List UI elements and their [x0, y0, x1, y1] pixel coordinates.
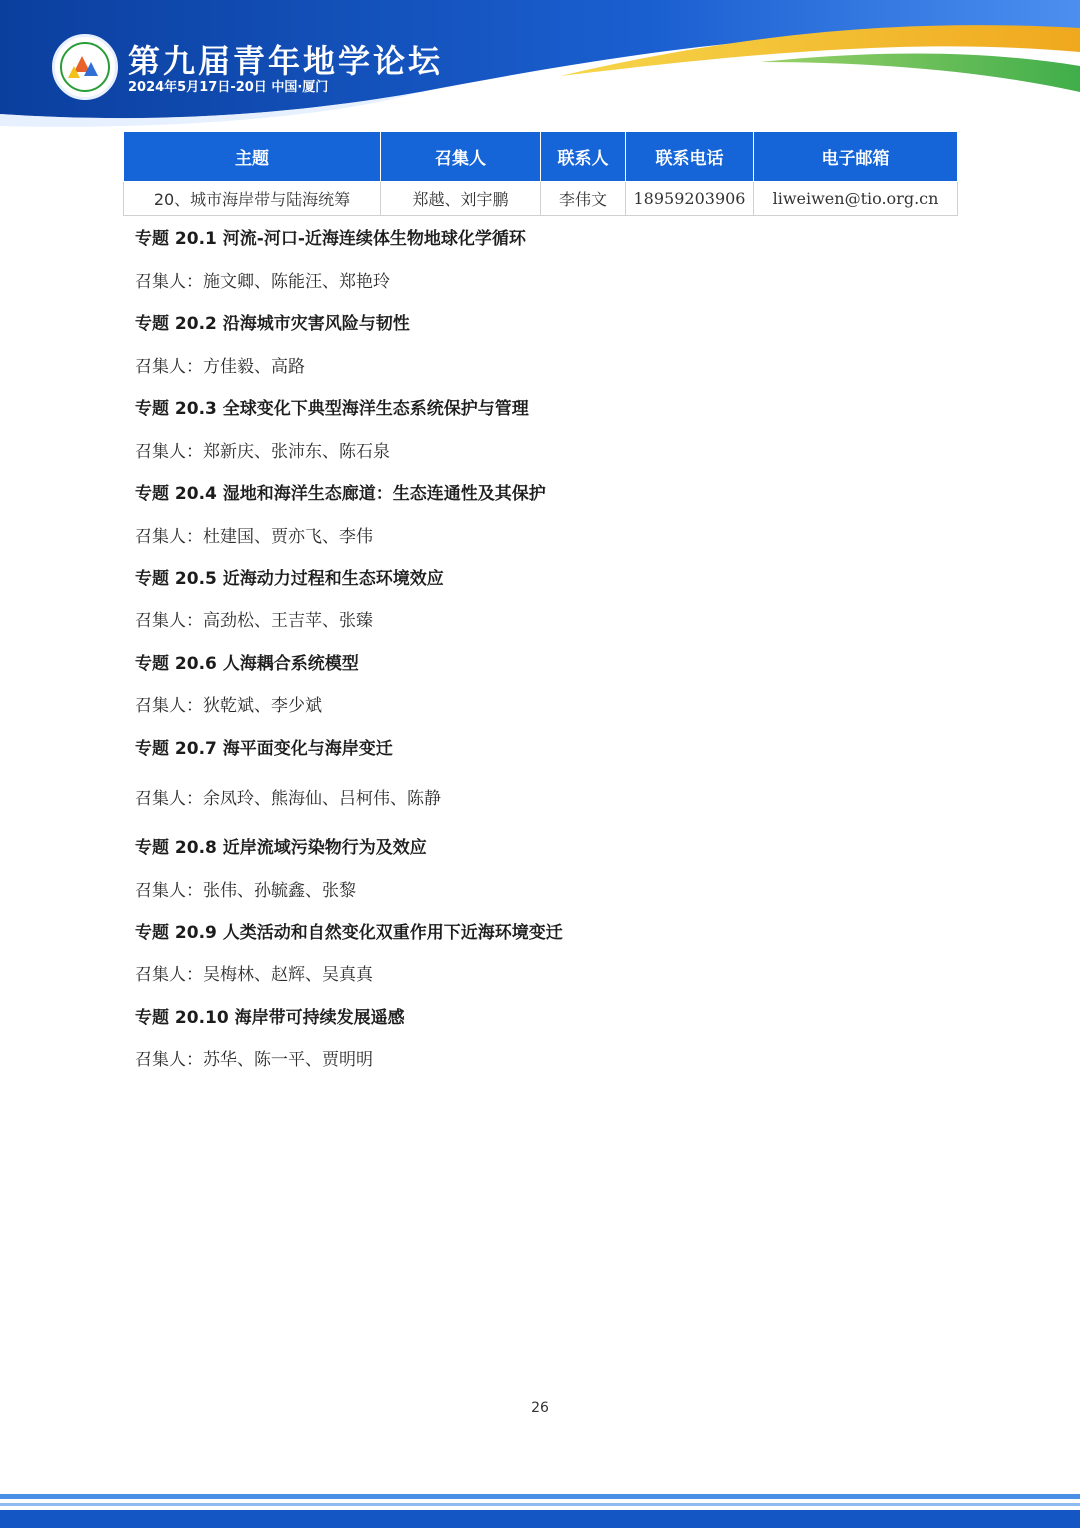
table-row [124, 182, 958, 216]
cell-contact: 李伟文 [541, 182, 626, 216]
topic-conveners: 召集人：方佳毅、高路 [135, 357, 305, 377]
contact-table [123, 131, 958, 216]
logo-emblem-icon [60, 42, 110, 92]
topic-title: 专题 20.6 人海耦合系统模型 [135, 654, 359, 674]
cell-topic: 20、城市海岸带与陆海统筹 [124, 182, 381, 216]
forum-title: 第九届青年地学论坛 [128, 42, 444, 80]
table-header-row [124, 132, 958, 182]
header-banner [0, 0, 1080, 130]
topic-title: 专题 20.4 湿地和海洋生态廊道：生态连通性及其保护 [135, 484, 546, 504]
topic-conveners: 召集人：苏华、陈一平、贾明明 [135, 1050, 373, 1070]
topic-conveners: 召集人：杜建国、贾亦飞、李伟 [135, 527, 373, 547]
topic-conveners: 召集人：余凤玲、熊海仙、吕柯伟、陈静 [135, 789, 441, 809]
footer-stripes [0, 1490, 1080, 1528]
topic-title: 专题 20.9 人类活动和自然变化双重作用下近海环境变迁 [135, 923, 563, 943]
topic-conveners: 召集人：施文卿、陈能汪、郑艳玲 [135, 272, 390, 292]
topic-conveners: 召集人：吴梅林、赵辉、吴真真 [135, 965, 373, 985]
topic-title: 专题 20.10 海岸带可持续发展遥感 [135, 1008, 405, 1028]
header-conveners: 召集人 [381, 132, 541, 182]
cell-email[interactable]: liweiwen@tio.org.cn [754, 182, 958, 216]
topic-title: 专题 20.1 河流-河口-近海连续体生物地球化学循环 [135, 229, 526, 249]
header-phone: 联系电话 [626, 132, 754, 182]
forum-logo [52, 34, 118, 100]
header-email: 电子邮箱 [754, 132, 958, 182]
topic-conveners: 召集人：狄乾斌、李少斌 [135, 696, 322, 716]
page-number: 26 [531, 1400, 549, 1416]
topic-title: 专题 20.7 海平面变化与海岸变迁 [135, 739, 393, 759]
topic-conveners: 召集人：张伟、孙毓鑫、张黎 [135, 881, 356, 901]
forum-date-location: 2024年5月17日-20日 中国·厦门 [128, 80, 329, 95]
header-topic: 主题 [124, 132, 381, 182]
header-contact: 联系人 [541, 132, 626, 182]
topic-conveners: 召集人：郑新庆、张沛东、陈石泉 [135, 442, 390, 462]
topic-conveners: 召集人：高劲松、王吉苹、张臻 [135, 611, 373, 631]
cell-phone: 18959203906 [626, 182, 754, 216]
topic-title: 专题 20.8 近岸流域污染物行为及效应 [135, 838, 427, 858]
topic-title: 专题 20.3 全球变化下典型海洋生态系统保护与管理 [135, 399, 529, 419]
topic-title: 专题 20.5 近海动力过程和生态环境效应 [135, 569, 444, 589]
cell-conveners: 郑越、刘宇鹏 [381, 182, 541, 216]
topic-title: 专题 20.2 沿海城市灾害风险与韧性 [135, 314, 410, 334]
